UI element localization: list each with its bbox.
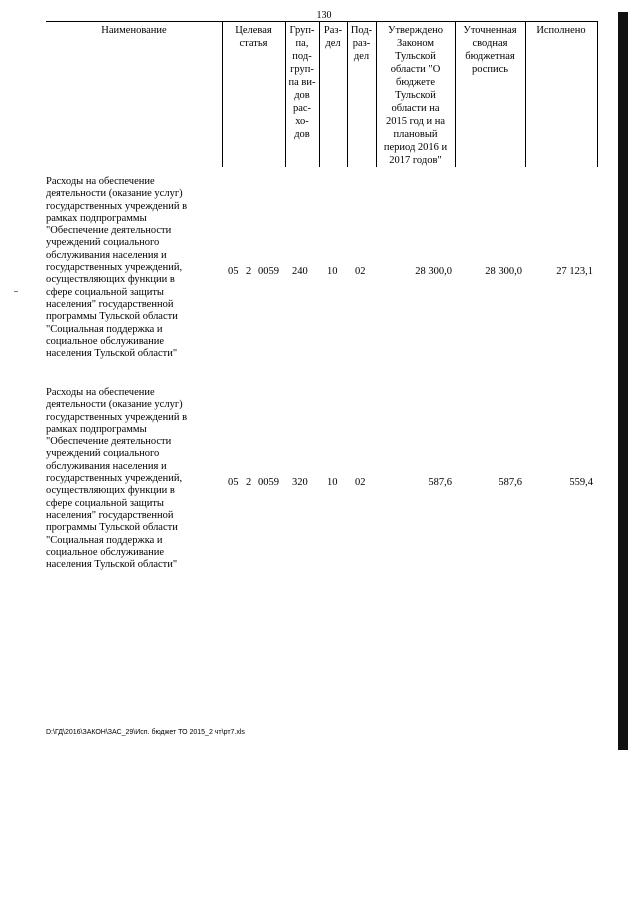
- header-approved: Утверждено Законом Тульской области "О бюджете Тульской области на 2015 год и на плановый период 2016 и 2017 годов": [383, 25, 448, 166]
- header-executed: Исполнено: [536, 25, 586, 36]
- page-number: 130: [316, 10, 332, 21]
- row-target-part-2: 2: [246, 266, 252, 277]
- footer-file-path: D:\ГД\2016\ЗАКОН\ЗАС_29\Исп. бюджет ТО 2015_2 чт\рт7.xls: [46, 729, 245, 736]
- row-target-part-2: 2: [246, 477, 252, 488]
- row-target-part-1: 05: [228, 266, 239, 277]
- header-name: Наименование: [101, 25, 167, 36]
- header-subsection: Под- раз- дел: [350, 25, 373, 62]
- row-subsection: 02: [355, 477, 366, 488]
- row-target-part-1: 05: [228, 477, 239, 488]
- row-target-part-3: 0059: [258, 477, 279, 488]
- row-executed: 559,4: [569, 477, 593, 488]
- row-refined: 28 300,0: [485, 266, 522, 277]
- row-expense-group: 240: [292, 266, 308, 277]
- row-target-part-3: 0059: [258, 266, 279, 277]
- header-target-article: Целевая статья: [235, 25, 272, 49]
- col-divider-8: [597, 21, 598, 167]
- row-section: 10: [327, 266, 338, 277]
- scan-edge-bar: [618, 12, 628, 750]
- header-section: Раз- дел: [323, 25, 343, 49]
- row-name: Расходы на обеспечение деятельности (оказание услуг) государственных учреждений в рамках подпрограммы "Обеспечение деятельности учреждений социального обслуживания населения и государственных учреждений, осуществляющих функции в сфере социальной защиты населения" государственной программы Тульской области "Социальная поддержка и социальное обслуживание населения Тульской области": [46, 176, 188, 360]
- row-refined: 587,6: [498, 477, 522, 488]
- row-expense-group: 320: [292, 477, 308, 488]
- scan-speck: [14, 291, 18, 292]
- row-subsection: 02: [355, 266, 366, 277]
- row-name: Расходы на обеспечение деятельности (оказание услуг) государственных учреждений в рамках подпрограммы "Обеспечение деятельности учреждений социального обслуживания населения и государственных учреждений, осуществляющих функции в сфере социальной защиты населения" государственной программы Тульской области "Социальная поддержка и социальное обслуживание населения Тульской области": [46, 387, 188, 571]
- col-divider-7: [525, 21, 526, 167]
- header-expense-group: Груп- па, под- груп- па ви- дов рас- хо- дов: [288, 25, 316, 140]
- row-approved: 587,6: [428, 477, 452, 488]
- row-approved: 28 300,0: [415, 266, 452, 277]
- row-section: 10: [327, 477, 338, 488]
- row-executed: 27 123,1: [556, 266, 593, 277]
- header-top-border: [46, 21, 598, 22]
- header-refined: Уточненная сводная бюджетная роспись: [463, 25, 517, 75]
